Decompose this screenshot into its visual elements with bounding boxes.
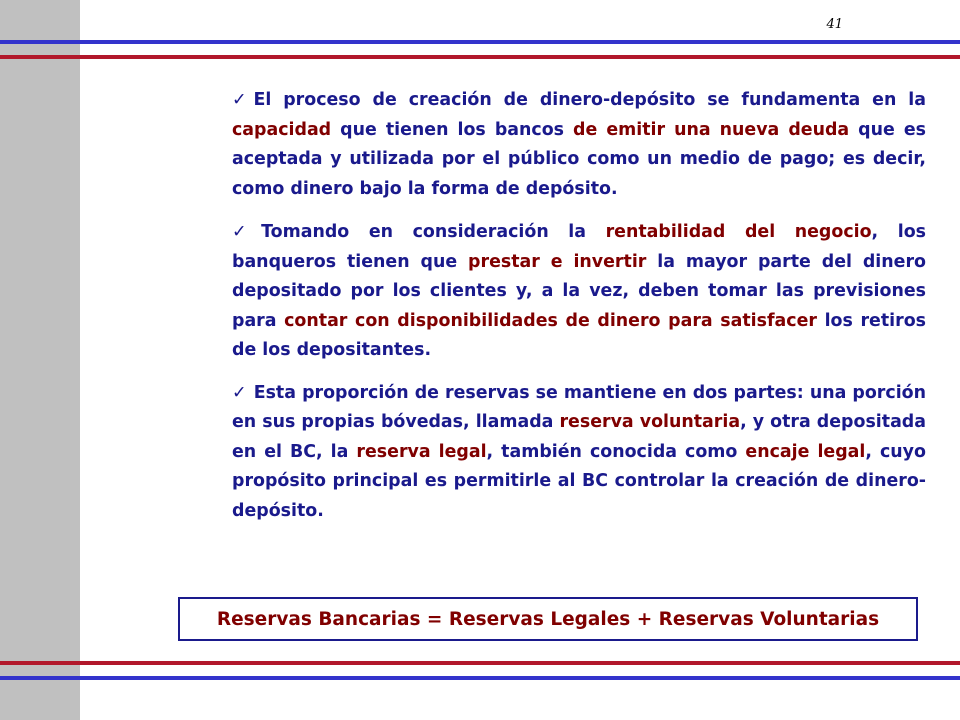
text-segment: , los banqueros tienen que [232,222,927,272]
top-blue-rule [0,40,960,44]
text-segment: que es aceptada y utilizada por el público como un medio de pago; es decir, como dinero bajo la forma de depósito. [232,119,926,199]
bottom-red-rule [0,661,960,665]
formula-text: Reservas Bancarias = Reservas Legales + Reservas Voluntarias [216,608,880,630]
highlighted-text: reserva voluntaria [559,412,741,432]
left-gray-bar [0,0,80,720]
top-red-rule [0,55,960,59]
highlighted-text: encaje legal [745,441,866,462]
text-segment: , cuyo propósito principal es permitirle al BC controlar la creación de dinero-depósito. [232,441,926,521]
paragraph-2 [232,218,926,366]
check-mark-icon: ✓ [232,222,261,242]
check-mark-icon: ✓ [232,90,253,110]
bottom-blue-rule [0,676,960,680]
formula-box [178,597,918,641]
text-segment: , y otra depositada en el BC, la [232,412,926,462]
highlighted-text: rentabilidad del negocio [605,222,872,242]
text-segment: Esta proporción de reservas se mantiene en dos partes: una porción en sus propias bóvedas, llamada [232,382,926,432]
highlighted-text: prestar e invertir [468,251,647,272]
text-segment: los retiros de los depositantes. [232,310,926,360]
page-number: 41 [826,17,843,32]
paragraph-1 [232,86,926,204]
text-segment: , también conocida como [486,441,746,462]
highlighted-text: reserva legal [356,441,487,462]
highlighted-text: capacidad [232,119,332,140]
text-segment: que tienen los bancos [331,119,574,140]
text-segment: El proceso de creación de dinero-depósito se fundamenta en la [253,90,926,110]
paragraph-3 [232,379,926,527]
highlighted-text: de emitir una nueva deuda [573,119,850,140]
slide-content [232,86,926,539]
highlighted-text: contar con disponibilidades de dinero para satisfacer [284,310,817,331]
text-segment: Tomando en consideración la [261,222,606,242]
text-segment: la mayor parte del dinero depositado por los clientes y, a la vez, deben tomar las previsiones para [232,251,926,331]
check-mark-icon: ✓ [232,382,247,403]
